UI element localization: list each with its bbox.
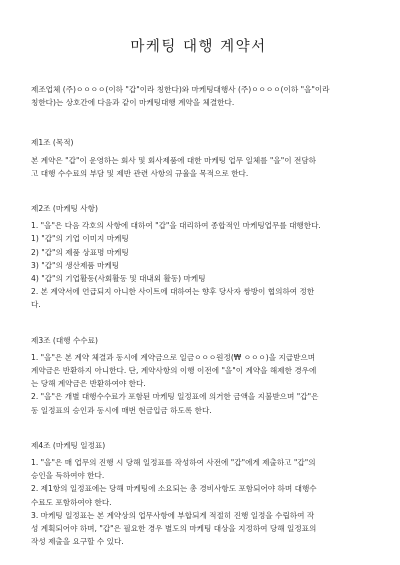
article-line: 동 일정표의 승인과 동시에 매번 현금입금 하도록 한다. <box>31 405 212 415</box>
intro-line: 칭한다)는 상호간에 다음과 같이 마케팅대행 계약을 체결한다. <box>31 98 235 108</box>
article-line: 2) "갑"의 제품 상표명 마케팅 <box>31 247 129 257</box>
intro-line: 제조업체 (주)ㅇㅇㅇㅇ(이하 "갑"이라 칭한다)와 마케팅대행사 (주)ㅇㅇㅇㅇ(이하 "을"이라 <box>31 85 330 94</box>
article-line: 1. "을"은 매 업무의 진행 시 당해 일정표를 작성하여 사전에 "갑"에게 제출하고 "갑"의 <box>31 458 316 468</box>
intro-paragraph <box>31 83 366 109</box>
article-line: 수료도 포함하여야 한다. <box>31 497 112 507</box>
article-line: 승인을 득하여야 한다. <box>31 471 105 481</box>
article-heading: 제3조 (대행 수수료) <box>31 335 98 345</box>
article-line: 작성 제출을 요구할 수 있다. <box>31 537 124 547</box>
article-1 <box>31 136 366 180</box>
document-title: 마케팅 대행 계약서 <box>130 39 267 55</box>
article-line: 1. "을"은 다음 각호의 사항에 대하여 "갑"을 대리하여 종합적인 마케팅업무를 대행한다. <box>31 221 321 231</box>
article-heading: 제1조 (목적) <box>31 138 74 148</box>
article-line: 고 대행 수수료의 부담 및 제반 관련 사항의 규율을 목적으로 한다. <box>31 168 249 178</box>
article-line: 다. <box>31 300 41 310</box>
article-line: 2. "을"은 개별 대행수수료가 포함된 마케팅 일정표에 의거한 금액을 지불받으며 "갑"은 <box>31 392 319 402</box>
article-line: 는 당해 계약금은 반환하여야 한다. <box>31 379 146 389</box>
article-line: 3) "갑"의 생산제품 마케팅 <box>31 260 120 270</box>
article-line: 4) "갑"의 기업활동(사회활동 및 대내외 활동) 마케팅 <box>31 274 206 284</box>
article-line: 본 계약은 "갑"이 운영하는 회사 및 회사제품에 대한 마케팅 업무 일체를 "을"이 전담하 <box>31 155 317 165</box>
article-line: 1) "갑"의 기업 이미지 마케팅 <box>31 234 129 244</box>
article-line: 3. 마케팅 일정표는 본 계약상의 업무사항에 부합되게 적절히 진행 일정을 수립하여 작 <box>31 510 315 520</box>
article-line: 계약금은 반환하지 아니한다. 단, 계약사항의 이행 이전에 "을"이 계약을 해제한 경우에 <box>31 366 317 376</box>
article-heading: 제2조 (마케팅 사항) <box>31 204 98 214</box>
article-line: 성 계획되어야 하며, "갑"은 필요한 경우 별도의 마케팅 대상을 지정하여 당해 일정표의 <box>31 524 317 534</box>
article-4 <box>31 439 366 549</box>
article-line: 2. 제1항의 일정표에는 당해 마케팅에 소요되는 총 경비사항도 포함되어야 하며 대행수 <box>31 484 317 494</box>
article-line: 2. 본 계약서에 언급되지 아니한 사이트에 대하여는 향후 당사자 쌍방이 협의하여 정한 <box>31 287 315 297</box>
article-2 <box>31 202 366 312</box>
article-3 <box>31 334 366 417</box>
article-line: 1. "을"은 본 계약 체결과 동시에 계약금으로 일금ㅇㅇㅇ원정(₩ ㅇㅇㅇ)을 지급받으며 <box>31 352 316 362</box>
article-heading: 제4조 (마케팅 일정표) <box>31 440 106 450</box>
